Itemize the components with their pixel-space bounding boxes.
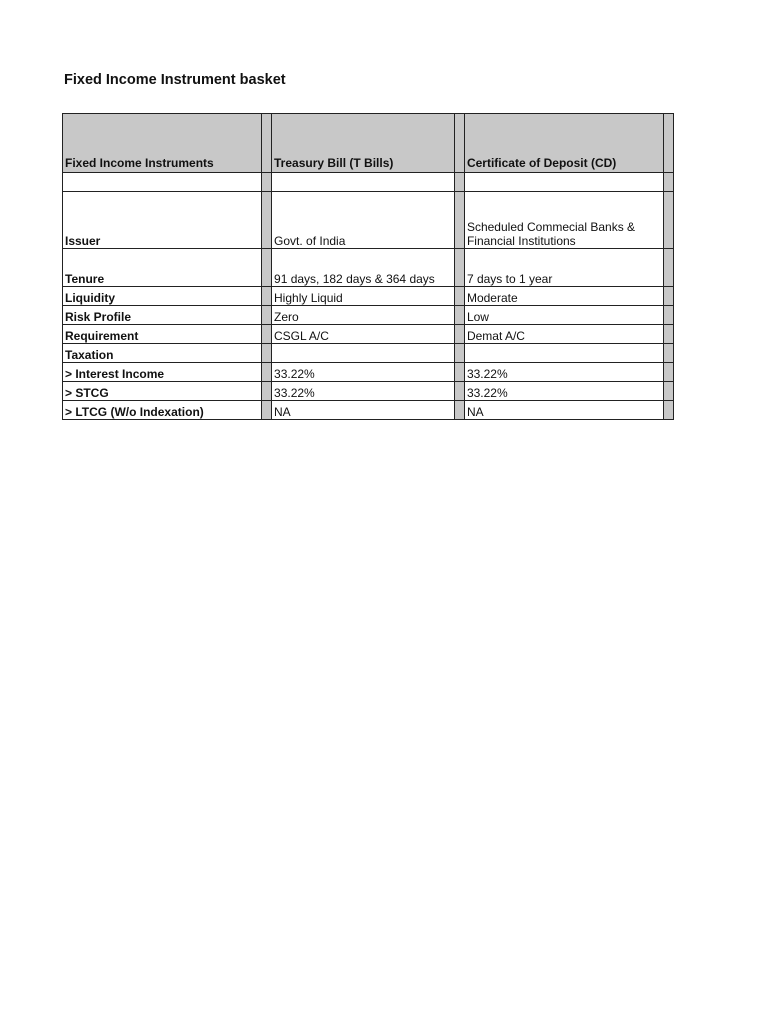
- column-separator: [454, 173, 464, 192]
- row-label: > STCG: [63, 382, 262, 401]
- column-separator: [261, 114, 271, 173]
- column-separator: [261, 363, 271, 382]
- row-cd-value: NA: [464, 401, 663, 420]
- column-separator: [663, 344, 673, 363]
- row-tbills-value: 33.22%: [272, 382, 455, 401]
- instrument-comparison-table: [62, 113, 674, 420]
- column-separator: [261, 192, 271, 249]
- column-separator: [663, 287, 673, 306]
- page-title: Fixed Income Instrument basket: [64, 72, 286, 88]
- column-separator: [663, 401, 673, 420]
- column-separator: [261, 249, 271, 287]
- row-cd-value: 7 days to 1 year: [464, 249, 663, 287]
- row-cd-value: [464, 173, 663, 192]
- row-label: Requirement: [63, 325, 262, 344]
- table-row: [63, 249, 674, 287]
- row-cd-value: 33.22%: [464, 382, 663, 401]
- column-separator: [261, 325, 271, 344]
- row-label: Liquidity: [63, 287, 262, 306]
- row-label: Issuer: [63, 192, 262, 249]
- table-row: [63, 344, 674, 363]
- column-separator: [454, 287, 464, 306]
- column-separator: [663, 114, 673, 173]
- header-tbills: Treasury Bill (T Bills): [272, 114, 455, 173]
- column-separator: [663, 363, 673, 382]
- column-separator: [454, 363, 464, 382]
- table-row: [63, 382, 674, 401]
- table-row: [63, 363, 674, 382]
- table-row: [63, 401, 674, 420]
- table-row: [63, 173, 674, 192]
- table-row: [63, 325, 674, 344]
- row-label: Tenure: [63, 249, 262, 287]
- row-cd-value: 33.22%: [464, 363, 663, 382]
- column-separator: [663, 192, 673, 249]
- column-separator: [663, 306, 673, 325]
- row-cd-value: Moderate: [464, 287, 663, 306]
- column-separator: [261, 382, 271, 401]
- row-tbills-value: [272, 173, 455, 192]
- column-separator: [454, 401, 464, 420]
- column-separator: [454, 344, 464, 363]
- table-row: [63, 306, 674, 325]
- table-row: [63, 287, 674, 306]
- column-separator: [261, 173, 271, 192]
- row-tbills-value: Zero: [272, 306, 455, 325]
- row-tbills-value: Govt. of India: [272, 192, 455, 249]
- row-label: > Interest Income: [63, 363, 262, 382]
- row-cd-value: Scheduled Commecial Banks & Financial Institutions: [464, 192, 663, 249]
- row-tbills-value: 91 days, 182 days & 364 days: [272, 249, 455, 287]
- column-separator: [454, 306, 464, 325]
- row-cd-value: Demat A/C: [464, 325, 663, 344]
- row-label: Taxation: [63, 344, 262, 363]
- column-separator: [663, 249, 673, 287]
- column-separator: [663, 382, 673, 401]
- row-cd-value: [464, 344, 663, 363]
- column-separator: [261, 287, 271, 306]
- header-cd: Certificate of Deposit (CD): [464, 114, 663, 173]
- column-separator: [261, 306, 271, 325]
- row-tbills-value: [272, 344, 455, 363]
- row-tbills-value: NA: [272, 401, 455, 420]
- column-separator: [663, 325, 673, 344]
- header-label: Fixed Income Instruments: [63, 114, 262, 173]
- row-tbills-value: Highly Liquid: [272, 287, 455, 306]
- column-separator: [454, 114, 464, 173]
- row-tbills-value: CSGL A/C: [272, 325, 455, 344]
- table-row: [63, 192, 674, 249]
- table-header-row: [63, 114, 674, 173]
- column-separator: [261, 344, 271, 363]
- column-separator: [454, 382, 464, 401]
- row-tbills-value: 33.22%: [272, 363, 455, 382]
- row-cd-value: Low: [464, 306, 663, 325]
- row-label: [63, 173, 262, 192]
- column-separator: [261, 401, 271, 420]
- column-separator: [663, 173, 673, 192]
- row-label: Risk Profile: [63, 306, 262, 325]
- column-separator: [454, 249, 464, 287]
- column-separator: [454, 192, 464, 249]
- column-separator: [454, 325, 464, 344]
- row-label: > LTCG (W/o Indexation): [63, 401, 262, 420]
